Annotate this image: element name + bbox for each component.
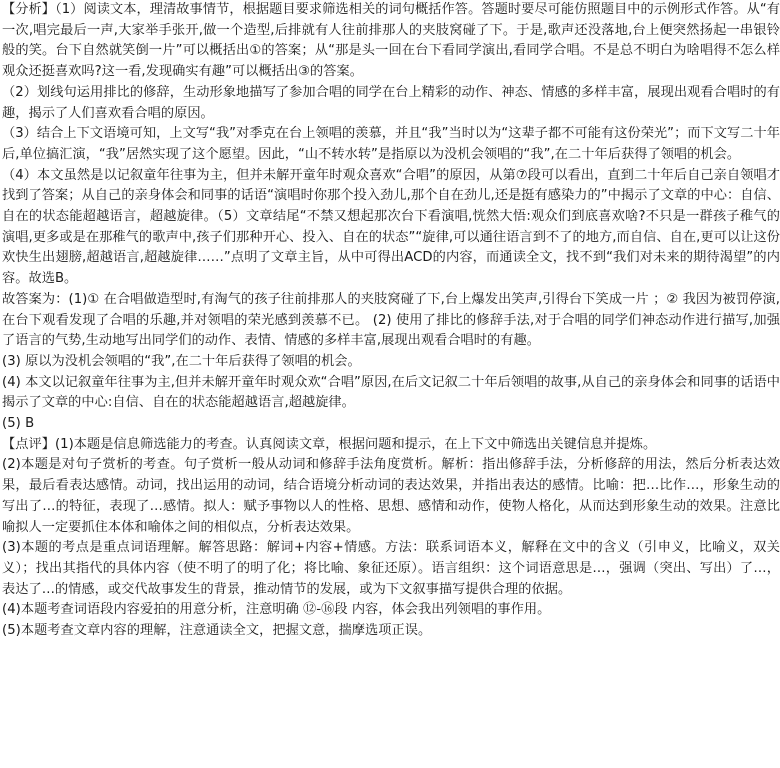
analysis-section xyxy=(2,0,780,290)
answer-section xyxy=(2,290,780,435)
analysis-paragraph-1: 【分析】（1）阅读文本，理清故事情节，根据题目要求筛选相关的词句概括作答。答题时要尽可能仿照题目中的示例形式作答。从“有一次,唱完最后一声,大家举手张开,做一个造型,后排就有人往前排那人的夹肢窝碰了下。于是,歌声还没落地,台上便突然扬起一串银铃般的笑。台下自然就笑倒一片”可以概括出①的答案；从“那是头一回在台下看同学演出,看同学合唱。不是总不明白为啥唱得不怎么样观众还挺喜欢吗?这一看,发现确实有趣”可以概括出③的答案。 xyxy=(2,2,780,80)
answer-paragraph-3: (3) 原以为没机会领唱的“我”,在二十年后获得了领唱的机会。 xyxy=(2,353,361,369)
comment-paragraph-5: (5)本题考查文章内容的理解，注意通读全文，把握文意，揣摩选项正误。 xyxy=(2,623,432,639)
comment-paragraph-1: 【点评】(1)本题是信息筛选能力的考查。认真阅读文章，根据问题和提示，在上下文中筛选出关键信息并提炼。 xyxy=(2,436,657,452)
answer-paragraph-4: (4) 本文以记叙童年往事为主,但并未解开童年时观众欢“合唱”原因,在后文记叙二十年后领唱的故事,从自己的亲身体会和同事的话语中揭示了文章的中心:自信、自在的状态能超越语言,超越旋律。 xyxy=(2,374,780,411)
analysis-paragraph-2: （2）划线句运用排比的修辞，生动形象地描写了参加合唱的同学在台上精彩的动作、神态、情感的多样丰富，展现出观看合唱时的有趣，揭示了人们喜欢看合唱的原因。 xyxy=(2,84,780,121)
answer-paragraph-1-2: 故答案为：(1)① 在合唱做造型时,有淘气的孩子往前排那人的夹肢窝碰了下,台上爆发出笑声,引得台下笑成一片 ；② 我因为被罚停演,在台下观看发现了合唱的乐趣,并对领唱的荣光感到羡慕不已。 (2) 使用了排比的修辞手法,对于合唱的同学们神态动作进行描写,加强了语言的气势,生动地写出同学们的动作、表情、情感的多样丰富,展现出观看合唱时的有趣。 xyxy=(2,291,780,349)
analysis-paragraph-4: （4）本文虽然是以记叙童年往事为主，但并未解开童年时观众喜欢“合唱”的原因，从第⑦段可以看出，直到二十年后自己亲自领唱才找到了答案；从自己的亲身体会和同事的话语“演唱时你那个投入劲儿,那个自在劲儿,还是挺有感染力的”中揭示了文章的中心：自信、自在的状态能超越语言，超越旋律。（5）文章结尾“不禁又想起那次台下看演唱,恍然大悟:观众们到底喜欢啥?不只是一群孩子稚气的演唱,更多或是在那稚气的歌声中,孩子们那种开心、投入、自在的状态”“旋律,可以通往语言到不了的地方,而自信、自在,更可以让这份欢快生出翅膀,超越语言,超越旋律……”点明了文章主旨，从中可得出ACD的内容，而通读全文，找不到“我们对未来的期待渴望”的内容。故选B。 xyxy=(2,167,780,287)
comment-paragraph-3: (3)本题的考点是重点词语理解。解答思路：解词+内容+情感。方法：联系词语本义，解释在文中的含义（引申义，比喻义，双关义）；找出其指代的具体内容（使不明了的明了化；将比喻、象征还原）。语言组织：这个词语意思是…，强调（突出、写出）了…，表达了…的情感，或交代故事发生的背景，推动情节的发展，或为下文叙事描写提供合理的依据。 xyxy=(2,540,780,597)
comment-paragraph-4: (4)本题考查词语段内容爱拍的用意分析，注意明确 ⑫-⑯段 内容，体会我出列领唱的事作用。 xyxy=(2,602,551,618)
answer-paragraph-5: (5) B xyxy=(2,416,35,432)
comment-paragraph-2: (2)本题是对句子赏析的考查。句子赏析一般从动词和修辞手法角度赏析。解析：指出修辞手法，分析修辞的用法，然后分析表达效果，最后看表达感情。动词，找出运用的动词，结合语境分析动词的表达效果，并指出表达的感情。比喻：把…比作…，形象生动的写出了…的特征，表现了…感情。拟人：赋予事物以人的性格、思想、感情和动作，使物人格化，从而达到形象生动的效果。注意比喻拟人一定要抓住本体和喻体之间的相似点，分析表达效果。 xyxy=(2,457,780,535)
comment-section xyxy=(2,435,780,642)
analysis-paragraph-3: （3）结合上下文语境可知，上文写“我”对季克在台上领唱的羡慕，并且“我”当时以为“这辈子都不可能有这份荣光”；而下文写二十年后,单位搞汇演，“我”居然实现了这个愿望。因此，“山不转水转”是指原以为没机会领唱的“我”,在二十年后获得了领唱的机会。 xyxy=(2,126,780,162)
